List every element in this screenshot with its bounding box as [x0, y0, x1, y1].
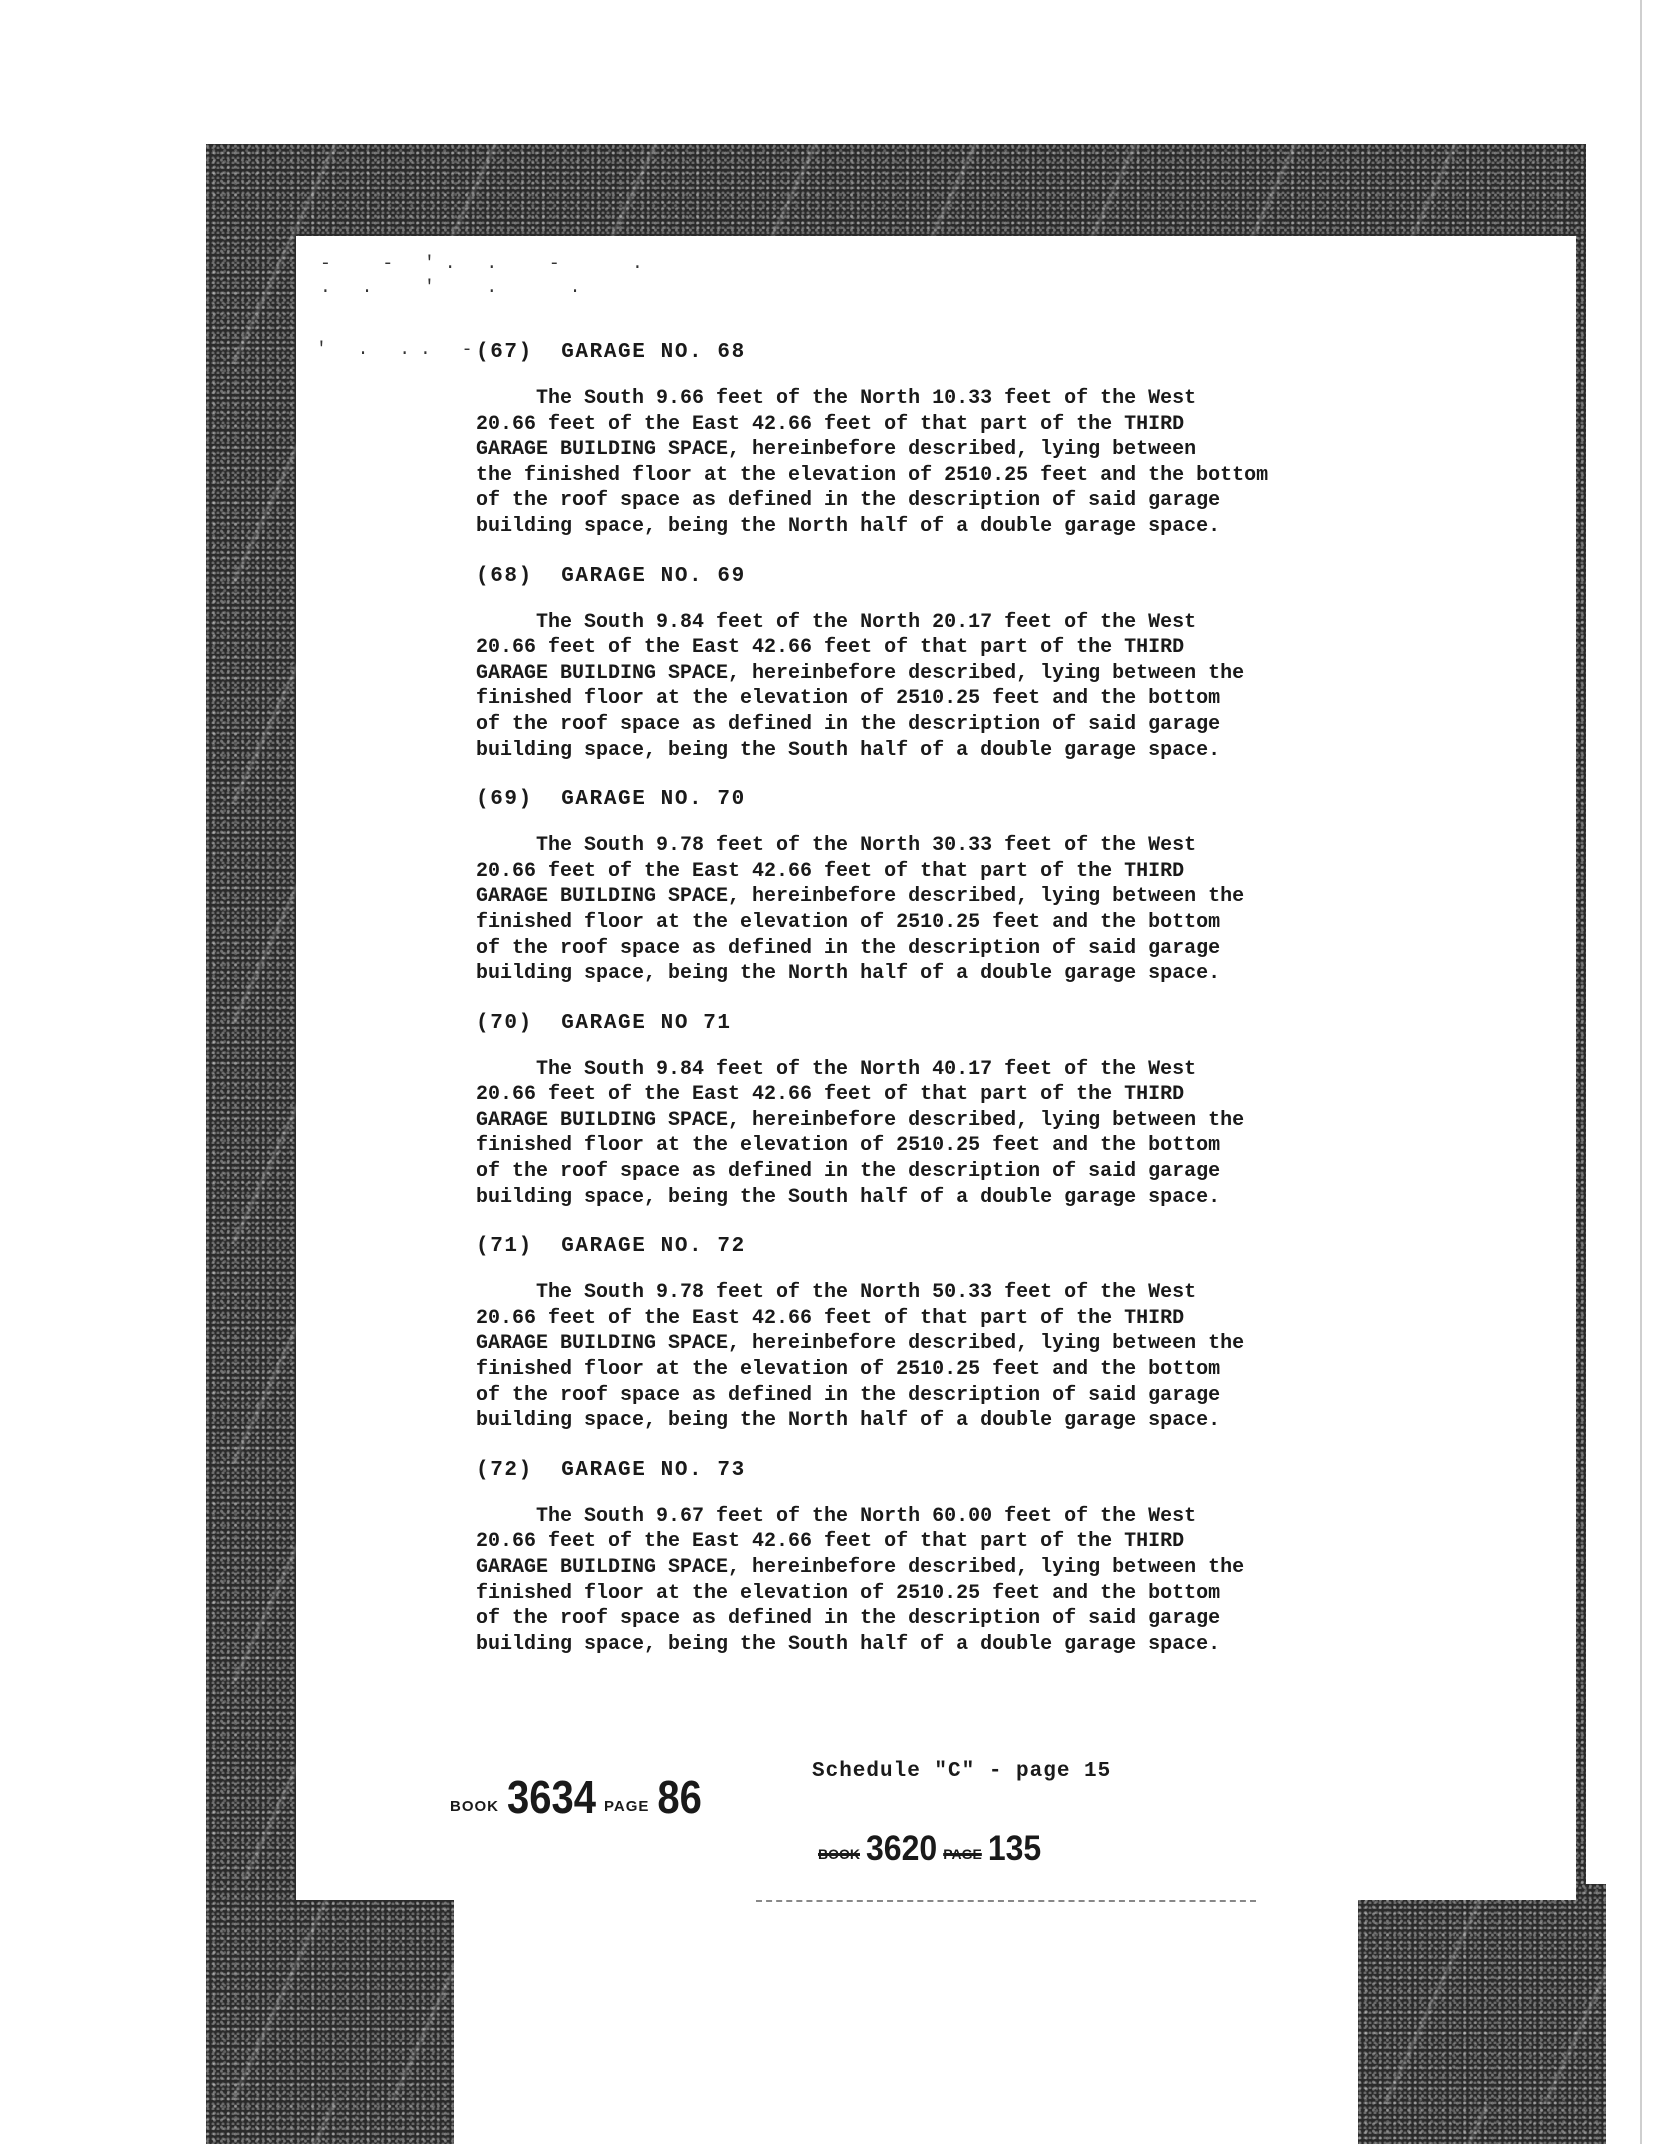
description-line: of the roof space as defined in the description of said garage	[476, 1383, 1221, 1407]
struck-book-number: 3620	[866, 1828, 938, 1868]
scan-border-bottom-right	[1358, 1884, 1606, 2144]
document-page	[296, 236, 1576, 1900]
description-line: of the roof space as defined in the description of said garage	[476, 1607, 1221, 1631]
description-line: 20.66 feet of the East 42.66 feet of that part of the THIRD	[476, 636, 1185, 660]
page-number: 86	[657, 1772, 702, 1824]
description-line: building space, being the South half of a double garage space.	[476, 1185, 1221, 1209]
description-line: finished floor at the elevation of 2510.25 feet and the bottom	[476, 1358, 1221, 1382]
description-line: building space, being the North half of a double garage space.	[476, 962, 1221, 986]
description-line: of the roof space as defined in the description of said garage	[476, 1160, 1221, 1184]
description-line: The South 9.67 feet of the North 60.00 feet of the West	[476, 1504, 1197, 1528]
description-line: GARAGE BUILDING SPACE, hereinbefore described, lying between the	[476, 1556, 1245, 1579]
scan-edge-line	[1640, 0, 1642, 2144]
description-line: 20.66 feet of the East 42.66 feet of that part of the THIRD	[476, 412, 1185, 436]
description-line: GARAGE BUILDING SPACE, hereinbefore described, lying between the	[476, 1332, 1245, 1356]
description-line: finished floor at the elevation of 2510.25 feet and the bottom	[476, 687, 1221, 711]
description-line: The South 9.78 feet of the North 30.33 feet of the West	[476, 834, 1197, 858]
entry-heading: (68) GARAGE NO. 69	[476, 564, 746, 588]
entry-heading: (67) GARAGE NO. 68	[476, 341, 746, 364]
entry-description	[476, 1057, 1496, 1211]
book-page-stamp	[450, 1772, 710, 1824]
description-line: of the roof space as defined in the description of said garage	[476, 489, 1221, 513]
entry-description	[476, 1504, 1496, 1658]
description-line: finished floor at the elevation of 2510.25 feet and the bottom	[476, 1581, 1221, 1605]
struck-page-label: PAGE	[943, 1846, 982, 1862]
scan-specks: ' . .. -	[316, 340, 483, 360]
description-line: 20.66 feet of the East 42.66 feet of that part of the THIRD	[476, 859, 1185, 883]
description-line: 20.66 feet of the East 42.66 feet of that part of the THIRD	[476, 1306, 1185, 1330]
page-label: PAGE	[603, 1798, 650, 1815]
description-line: 20.66 feet of the East 42.66 feet of that part of the THIRD	[476, 1083, 1185, 1107]
description-line: of the roof space as defined in the description of said garage	[476, 936, 1221, 960]
description-line: building space, being the North half of a double garage space.	[476, 1409, 1221, 1433]
entry-description	[476, 610, 1496, 764]
book-number: 3634	[507, 1772, 596, 1824]
description-line: building space, being the North half of a double garage space.	[476, 514, 1221, 538]
dashed-rule	[756, 1900, 1256, 1902]
description-line: GARAGE BUILDING SPACE, hereinbefore described, lying between the	[476, 885, 1245, 909]
struck-book-page-stamp	[818, 1830, 1047, 1867]
entry-heading: (71) GARAGE NO. 72	[476, 1235, 746, 1259]
entry-heading: (70) GARAGE NO 71	[476, 1011, 732, 1035]
description-line: the finished floor at the elevation of 2510.25 feet and the bottom	[476, 463, 1269, 487]
description-line: The South 9.78 feet of the North 50.33 feet of the West	[476, 1281, 1197, 1305]
description-line: building space, being the South half of a double garage space.	[476, 738, 1221, 762]
entry-description	[476, 1280, 1496, 1434]
entry-description	[476, 833, 1496, 987]
schedule-caption: Schedule "C" - page 15	[812, 1760, 1112, 1783]
description-line: The South 9.84 feet of the North 20.17 feet of the West	[476, 610, 1197, 634]
description-line: finished floor at the elevation of 2510.25 feet and the bottom	[476, 910, 1221, 934]
scan-specks: . . ' . .	[320, 278, 591, 298]
description-line: GARAGE BUILDING SPACE, hereinbefore described, lying between the	[476, 1108, 1245, 1132]
description-line: finished floor at the elevation of 2510.25 feet and the bottom	[476, 1134, 1221, 1158]
description-line: of the roof space as defined in the description of said garage	[476, 712, 1221, 736]
entry-heading: (69) GARAGE NO. 70	[476, 788, 746, 812]
description-line: building space, being the South half of a double garage space.	[476, 1632, 1221, 1656]
entry-description	[476, 386, 1496, 540]
scan-border-top	[206, 144, 1578, 240]
scan-border-left	[206, 144, 296, 1904]
book-label: BOOK	[450, 1798, 499, 1815]
description-line: GARAGE BUILDING SPACE, hereinbefore described, lying between the	[476, 661, 1245, 685]
description-line: 20.66 feet of the East 42.66 feet of that part of the THIRD	[476, 1530, 1185, 1554]
scan-border-bottom-left	[206, 1880, 454, 2144]
scan-specks: - - '. . - .	[320, 254, 653, 274]
entry-heading: (72) GARAGE NO. 73	[476, 1458, 746, 1482]
struck-page-number: 135	[987, 1828, 1042, 1868]
struck-book-label: BOOK	[818, 1846, 860, 1862]
description-line: GARAGE BUILDING SPACE, hereinbefore described, lying between	[476, 438, 1197, 462]
garage-entries	[476, 340, 1496, 1681]
description-line: The South 9.66 feet of the North 10.33 feet of the West	[476, 387, 1197, 410]
description-line: The South 9.84 feet of the North 40.17 feet of the West	[476, 1057, 1197, 1081]
